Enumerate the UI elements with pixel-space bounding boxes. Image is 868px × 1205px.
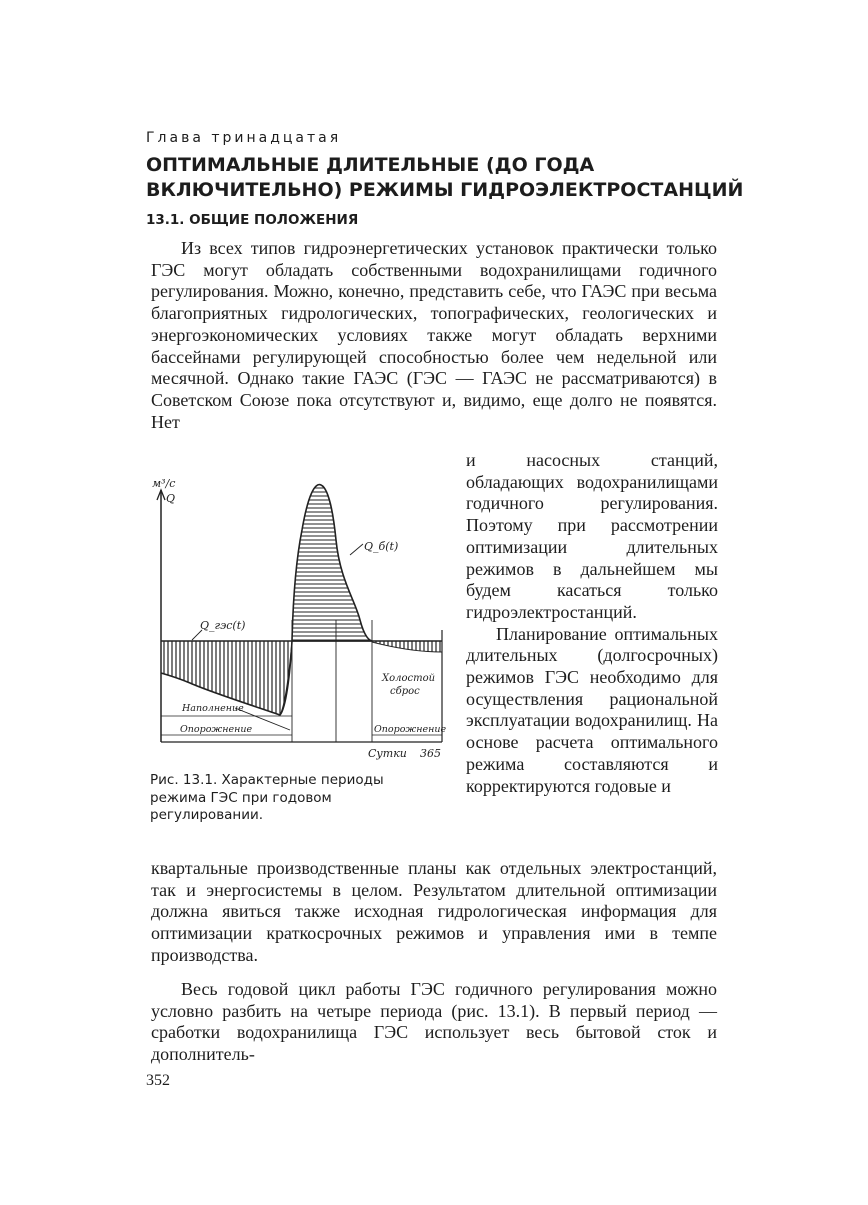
section-heading: 13.1. ОБЩИЕ ПОЛОЖЕНИЯ	[146, 212, 359, 228]
drain-label: Опорожнение	[180, 724, 253, 735]
curve-qges-label: Q_гэс(t)	[200, 619, 246, 632]
idle-label-2: сброс	[390, 686, 420, 697]
paragraph-intro: Из всех типов гидроэнергетических установок практически только ГЭС могут обладать собственными водохранилищами годичного регулирования. Можно, конечно, представить себе, что ГАЭС при весьма благоприятных гидрологических, топографических, геологических и энергоэкономических условиях также могут обладать верхними бассейнами регулирующей способностью более чем недельной или месячной. Однако такие ГАЭС (ГЭС — ГАЭС не рассматриваются) в Советском Союзе пока отсутствуют и, видимо, еще долго не появятся. Нет	[151, 238, 717, 432]
page-number: 352	[146, 1072, 170, 1089]
paragraph-continued: квартальные производственные планы как отдельных электростанций, так и энергосистемы в целом. Результатом длительной оптимизации должна явиться также исходная гидрологическая информация для оптимизации краткосрочных режимов и управления ими в темпе производства.	[151, 858, 717, 965]
x-axis-label: Сутки	[368, 747, 407, 760]
side-column	[466, 450, 718, 797]
fill-area	[292, 485, 372, 641]
figure-caption: Рис. 13.1. Характерные периоды режима ГЭС при годовом регулировании.	[150, 772, 384, 823]
chapter-title: ОПТИМАЛЬНЫЕ ДЛИТЕЛЬНЫЕ (ДО ГОДА ВКЛЮЧИТЕЛЬНО) РЕЖИМЫ ГИДРОЭЛЕКТРОСТАНЦИЙ	[146, 154, 744, 201]
drain-area-right	[372, 641, 442, 652]
paragraph-cycle: Весь годовой цикл работы ГЭС годичного регулирования можно условно разбить на четыре периода (рис. 13.1). В первый период — сработки водохранилища ГЭС использует весь бытовой сток и дополнитель-	[151, 979, 717, 1065]
x-axis-end: 365	[420, 747, 441, 760]
fill-label: Наполнение	[182, 703, 244, 714]
idle-label-1: Холостой	[382, 673, 436, 684]
curve-qb-label: Q_б(t)	[364, 540, 399, 553]
drain-label-right: Опорожнение	[374, 724, 447, 735]
unit-label: м³/с	[152, 477, 176, 490]
figure-13-1	[150, 470, 455, 760]
axis-q-label: Q	[166, 492, 176, 505]
chapter-label: Глава тринадцатая	[146, 130, 342, 146]
paragraph-side-1: и насосных станций, обладающих водохранилищами годичного регулирования. Поэтому при рассмотрении оптимизации длительных режимов в дальнейшем мы будем касаться только гидроэлектростанций.	[466, 450, 718, 622]
paragraph-side-2: Планирование оптимальных длительных (долгосрочных) режимов ГЭС необходимо для осуществления рациональной эксплуатации водохранилищ. На основе расчета оптимального режима составляются и корректируются годовые и	[466, 623, 718, 796]
